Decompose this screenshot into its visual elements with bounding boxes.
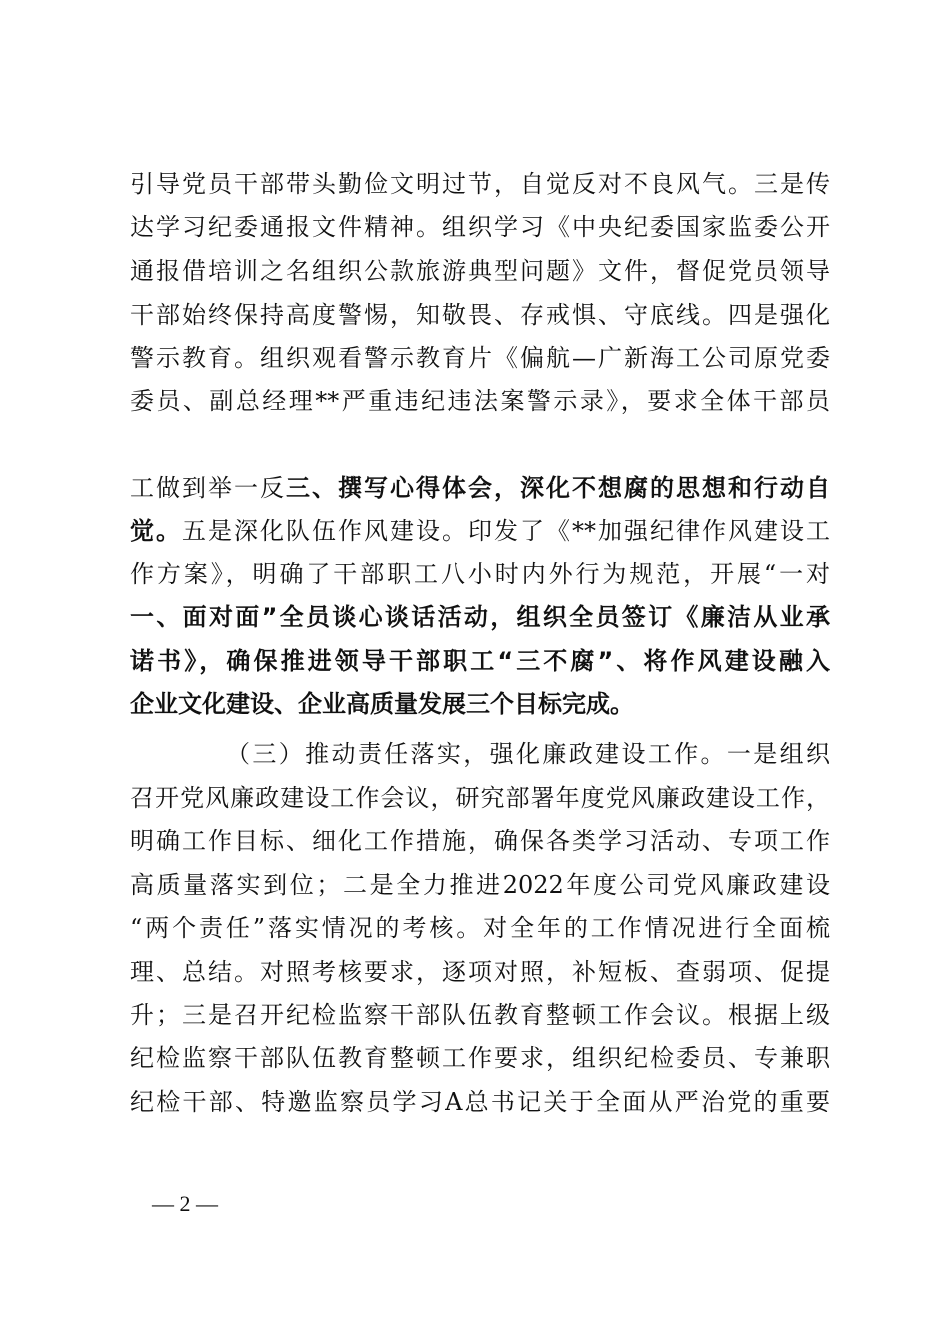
- body-text-line: 警示教育。组织观看警示教育片《偏航—广新海工公司原党委: [130, 344, 830, 372]
- body-text-line-mixed: [130, 473, 830, 503]
- body-text-line-mixed: [130, 516, 830, 546]
- body-text-line: 纪检监察干部队伍教育整顿工作要求，组织纪检委员、专兼职: [130, 1044, 830, 1072]
- body-text-line: “两个责任”落实情况的考核。对全年的工作情况进行全面梳: [130, 914, 830, 942]
- body-text-line: 纪检干部、特邀监察员学习A总书记关于全面从严治党的重要: [130, 1088, 830, 1116]
- body-text-line: 委员、副总经理**严重违纪违法案警示录》，要求全体干部员: [130, 387, 830, 415]
- body-text-line: 明确工作目标、细化工作措施，确保各类学习活动、专项工作: [130, 827, 830, 855]
- body-text-line: 理、总结。对照考核要求，逐项对照，补短板、查弱项、促提: [130, 958, 830, 986]
- body-text-line-bold: 一、面对面”全员谈心谈话活动，组织全员签订《廉洁从业承: [130, 603, 830, 631]
- body-text-line: 达学习纪委通报文件精神。组织学习《中央纪委国家监委公开: [130, 213, 830, 241]
- body-text-line: 升；三是召开纪检监察干部队伍教育整顿工作会议。根据上级: [130, 1001, 830, 1029]
- page-number: — 2 —: [152, 1191, 218, 1216]
- body-text-line-bold: 企业文化建设、企业高质量发展三个目标完成。: [130, 690, 634, 718]
- text-normal: 五是深化队伍作风建设。印发了《**加强纪律作风建设工: [182, 517, 830, 545]
- body-text-line: 召开党风廉政建设工作会议，研究部署年度党风廉政建设工作，: [130, 784, 830, 812]
- text-normal: 工做到举一反: [130, 474, 286, 502]
- text-bold: 三、撰写心得体会，深化不想腐的思想和行动自: [286, 474, 830, 502]
- body-text-line: 高质量落实到位；二是全力推进2022年度公司党风廉政建设: [130, 871, 830, 899]
- body-text-line: 作方案》，明确了干部职工八小时内外行为规范，开展“一对: [130, 560, 830, 588]
- text-bold: 觉。: [130, 517, 182, 545]
- body-text-line: 引导党员干部带头勤俭文明过节，自觉反对不良风气。三是传: [130, 170, 830, 198]
- section-heading-line: （三）推动责任落实，强化廉政建设工作。一是组织: [226, 740, 830, 768]
- body-text-line: 干部始终保持高度警惕，知敬畏、存戒惧、守底线。四是强化: [130, 301, 830, 329]
- body-text-line-bold: 诺书》，确保推进领导干部职工“三不腐”、将作风建设融入: [130, 647, 830, 675]
- body-text-line: 通报借培训之名组织公款旅游典型问题》文件，督促党员领导: [130, 257, 830, 285]
